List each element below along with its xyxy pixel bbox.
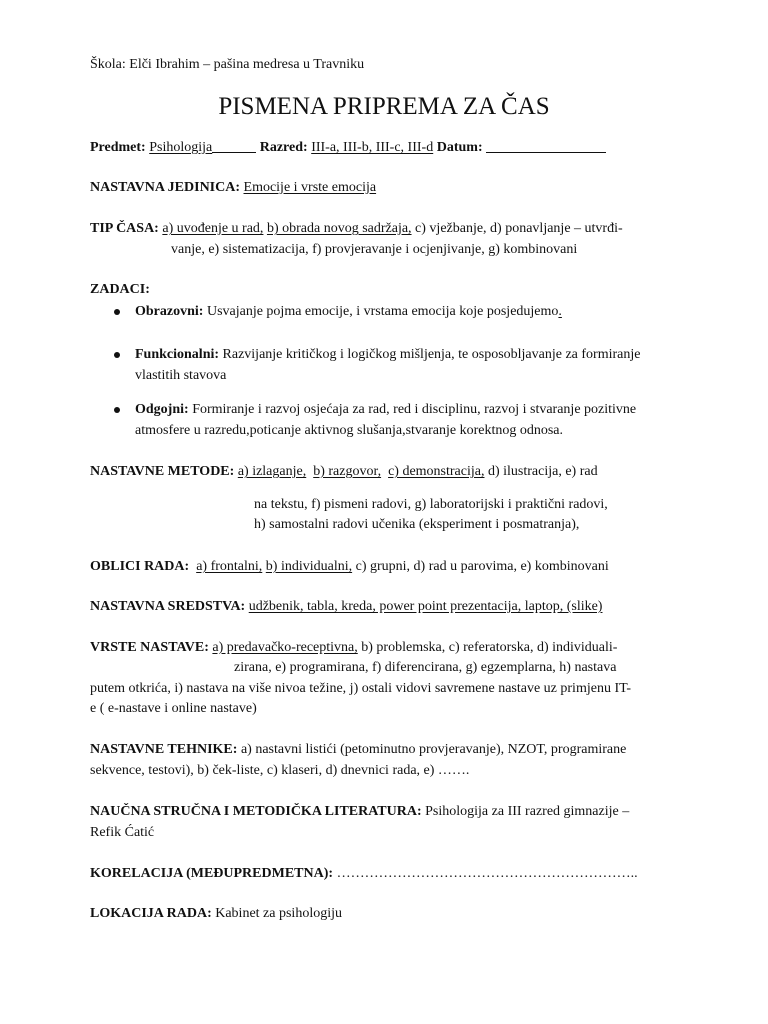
nastavna-jedinica-label: NASTAVNA JEDINICA:: [90, 180, 241, 195]
zadatak-obrazovni: [135, 302, 562, 322]
zadaci-label: ZADACI:: [90, 282, 150, 297]
literatura-line2: Refik Ćatić: [90, 825, 155, 840]
nastavne-tehnike: [90, 740, 626, 760]
lokacija-rada: [90, 904, 342, 924]
literatura-label: NAUČNA STRUČNA I METODIČKA LITERATURA:: [90, 804, 422, 819]
metoda-a: a) izlaganje,: [237, 464, 307, 479]
nastavne-metode-line3: h) samostalni radovi učenika (eksperiment i posmatranja),: [254, 517, 580, 532]
razred-label: Razred:: [259, 140, 308, 155]
vrste-nastave: [90, 638, 617, 658]
tip-casa: [90, 219, 623, 239]
tip-casa-a: a) uvođenje u rad,: [162, 221, 264, 236]
nastavna-sredstva-label: NASTAVNA SREDSTVA:: [90, 599, 246, 614]
nastavne-tehnike-label: NASTAVNE TEHNIKE:: [90, 742, 238, 757]
metoda-rest: d) ilustracija, e) rad: [487, 464, 598, 479]
oblik-b: b) individualni,: [265, 559, 353, 574]
header-row: [90, 138, 606, 158]
zadatak-odgojni: [135, 400, 636, 420]
vrste-nastave-line4: e ( e-nastave i online nastave): [90, 701, 257, 716]
datum-label: Datum:: [436, 140, 483, 155]
oblici-rada: [90, 557, 609, 577]
zadatak-odgojni-line2: atmosfere u razredu,poticanje aktivnog slušanja,stvaranje korektnog odnosa.: [135, 423, 564, 438]
tip-casa-label: TIP ČASA:: [90, 221, 159, 236]
tip-casa-line2: vanje, e) sistematizacija, f) provjeravanje i ocjenjivanje, g) kombinovani: [171, 242, 578, 257]
lokacija-value: Kabinet za psihologiju: [215, 906, 342, 921]
zadaci-heading: [90, 280, 150, 300]
datum-blank: [486, 138, 606, 153]
nastavna-sredstva: [90, 597, 602, 617]
vrste-nastave-line3: putem otkrića, i) nastava na više nivoa težine, j) ostali vidovi savremene nastave uz primjenu IT-: [90, 681, 632, 696]
zadatak-odgojni-text: Formiranje i razvoj osjećaja za rad, red i disciplinu, razvoj i stvaranje pozitivne: [192, 402, 637, 417]
razred-value: III-a, III-b, III-c, III-d: [311, 140, 434, 155]
nastavne-metode-label: NASTAVNE METODE:: [90, 464, 235, 479]
tip-casa-rest: c) vježbanje, d) ponavljanje – utvrđi-: [415, 221, 623, 236]
bullet-icon: [114, 309, 120, 315]
korelacija-value: ………………………………………………………..: [336, 866, 638, 881]
predmet-blank: [212, 138, 256, 153]
nastavne-tehnike-text: a) nastavni listići (petominutno provjeravanje), NZOT, programirane: [240, 742, 627, 757]
nastavna-jedinica-value: Emocije i vrste emocija: [243, 180, 377, 195]
metoda-c: c) demonstracija,: [388, 464, 485, 479]
zadatak-obrazovni-label: Obrazovni:: [135, 304, 204, 319]
predmet-value: Psihologija: [149, 140, 213, 155]
korelacija: [90, 864, 638, 884]
zadatak-obrazovni-tail: .: [558, 304, 562, 319]
bullet-icon: [114, 407, 120, 413]
nastavne-tehnike-line2: sekvence, testovi), b) ček-liste, c) klaseri, d) dnevnici rada, e) …….: [90, 763, 470, 778]
zadatak-funkcionalni-text: Razvijanje kritičkog i logičkog mišljenja, te osposobljavanje za formiranje: [222, 347, 641, 362]
korelacija-label: KORELACIJA (MEĐUPREDMETNA):: [90, 866, 334, 881]
nastavne-metode-line2: na tekstu, f) pismeni radovi, g) laboratorijski i praktični radovi,: [254, 497, 608, 512]
zadatak-funkcionalni-label: Funkcionalni:: [135, 347, 220, 362]
oblik-rest: c) grupni, d) rad u parovima, e) kombinovani: [355, 559, 609, 574]
page-title: PISMENA PRIPREMA ZA ČAS: [218, 93, 550, 120]
bullet-icon: [114, 352, 120, 358]
vrste-nastave-line2: zirana, e) programirana, f) diferencirana, g) egzemplarna, h) nastava: [234, 660, 617, 675]
vrste-nastave-label: VRSTE NASTAVE:: [90, 640, 209, 655]
oblik-a: a) frontalni,: [196, 559, 263, 574]
zadatak-odgojni-label: Odgojni:: [135, 402, 189, 417]
zadatak-obrazovni-text: Usvajanje pojma emocije, i vrstama emocija koje posjedujemo: [206, 304, 559, 319]
nastavna-jedinica: [90, 178, 376, 198]
oblici-rada-label: OBLICI RADA:: [90, 559, 190, 574]
tip-casa-b: b) obrada novog sadržaja,: [266, 221, 412, 236]
zadatak-funkcionalni-line2: vlastitih stavova: [135, 368, 227, 383]
literatura-text: Psihologija za III razred gimnazije –: [425, 804, 630, 819]
predmet-label: Predmet:: [90, 140, 146, 155]
vrsta-a: a) predavačko-receptivna,: [212, 640, 358, 655]
school-name: Škola: Elči Ibrahim – pašina medresa u Travniku: [90, 57, 365, 72]
nastavna-sredstva-value: udžbenik, tabla, kreda, power point prezentacija, laptop, (slike): [248, 599, 603, 614]
metoda-b: b) razgovor,: [313, 464, 382, 479]
zadatak-funkcionalni: [135, 345, 640, 365]
vrsta-rest: b) problemska, c) referatorska, d) individuali-: [361, 640, 618, 655]
nastavne-metode: [90, 462, 598, 482]
lokacija-label: LOKACIJA RADA:: [90, 906, 212, 921]
literatura: [90, 802, 629, 822]
